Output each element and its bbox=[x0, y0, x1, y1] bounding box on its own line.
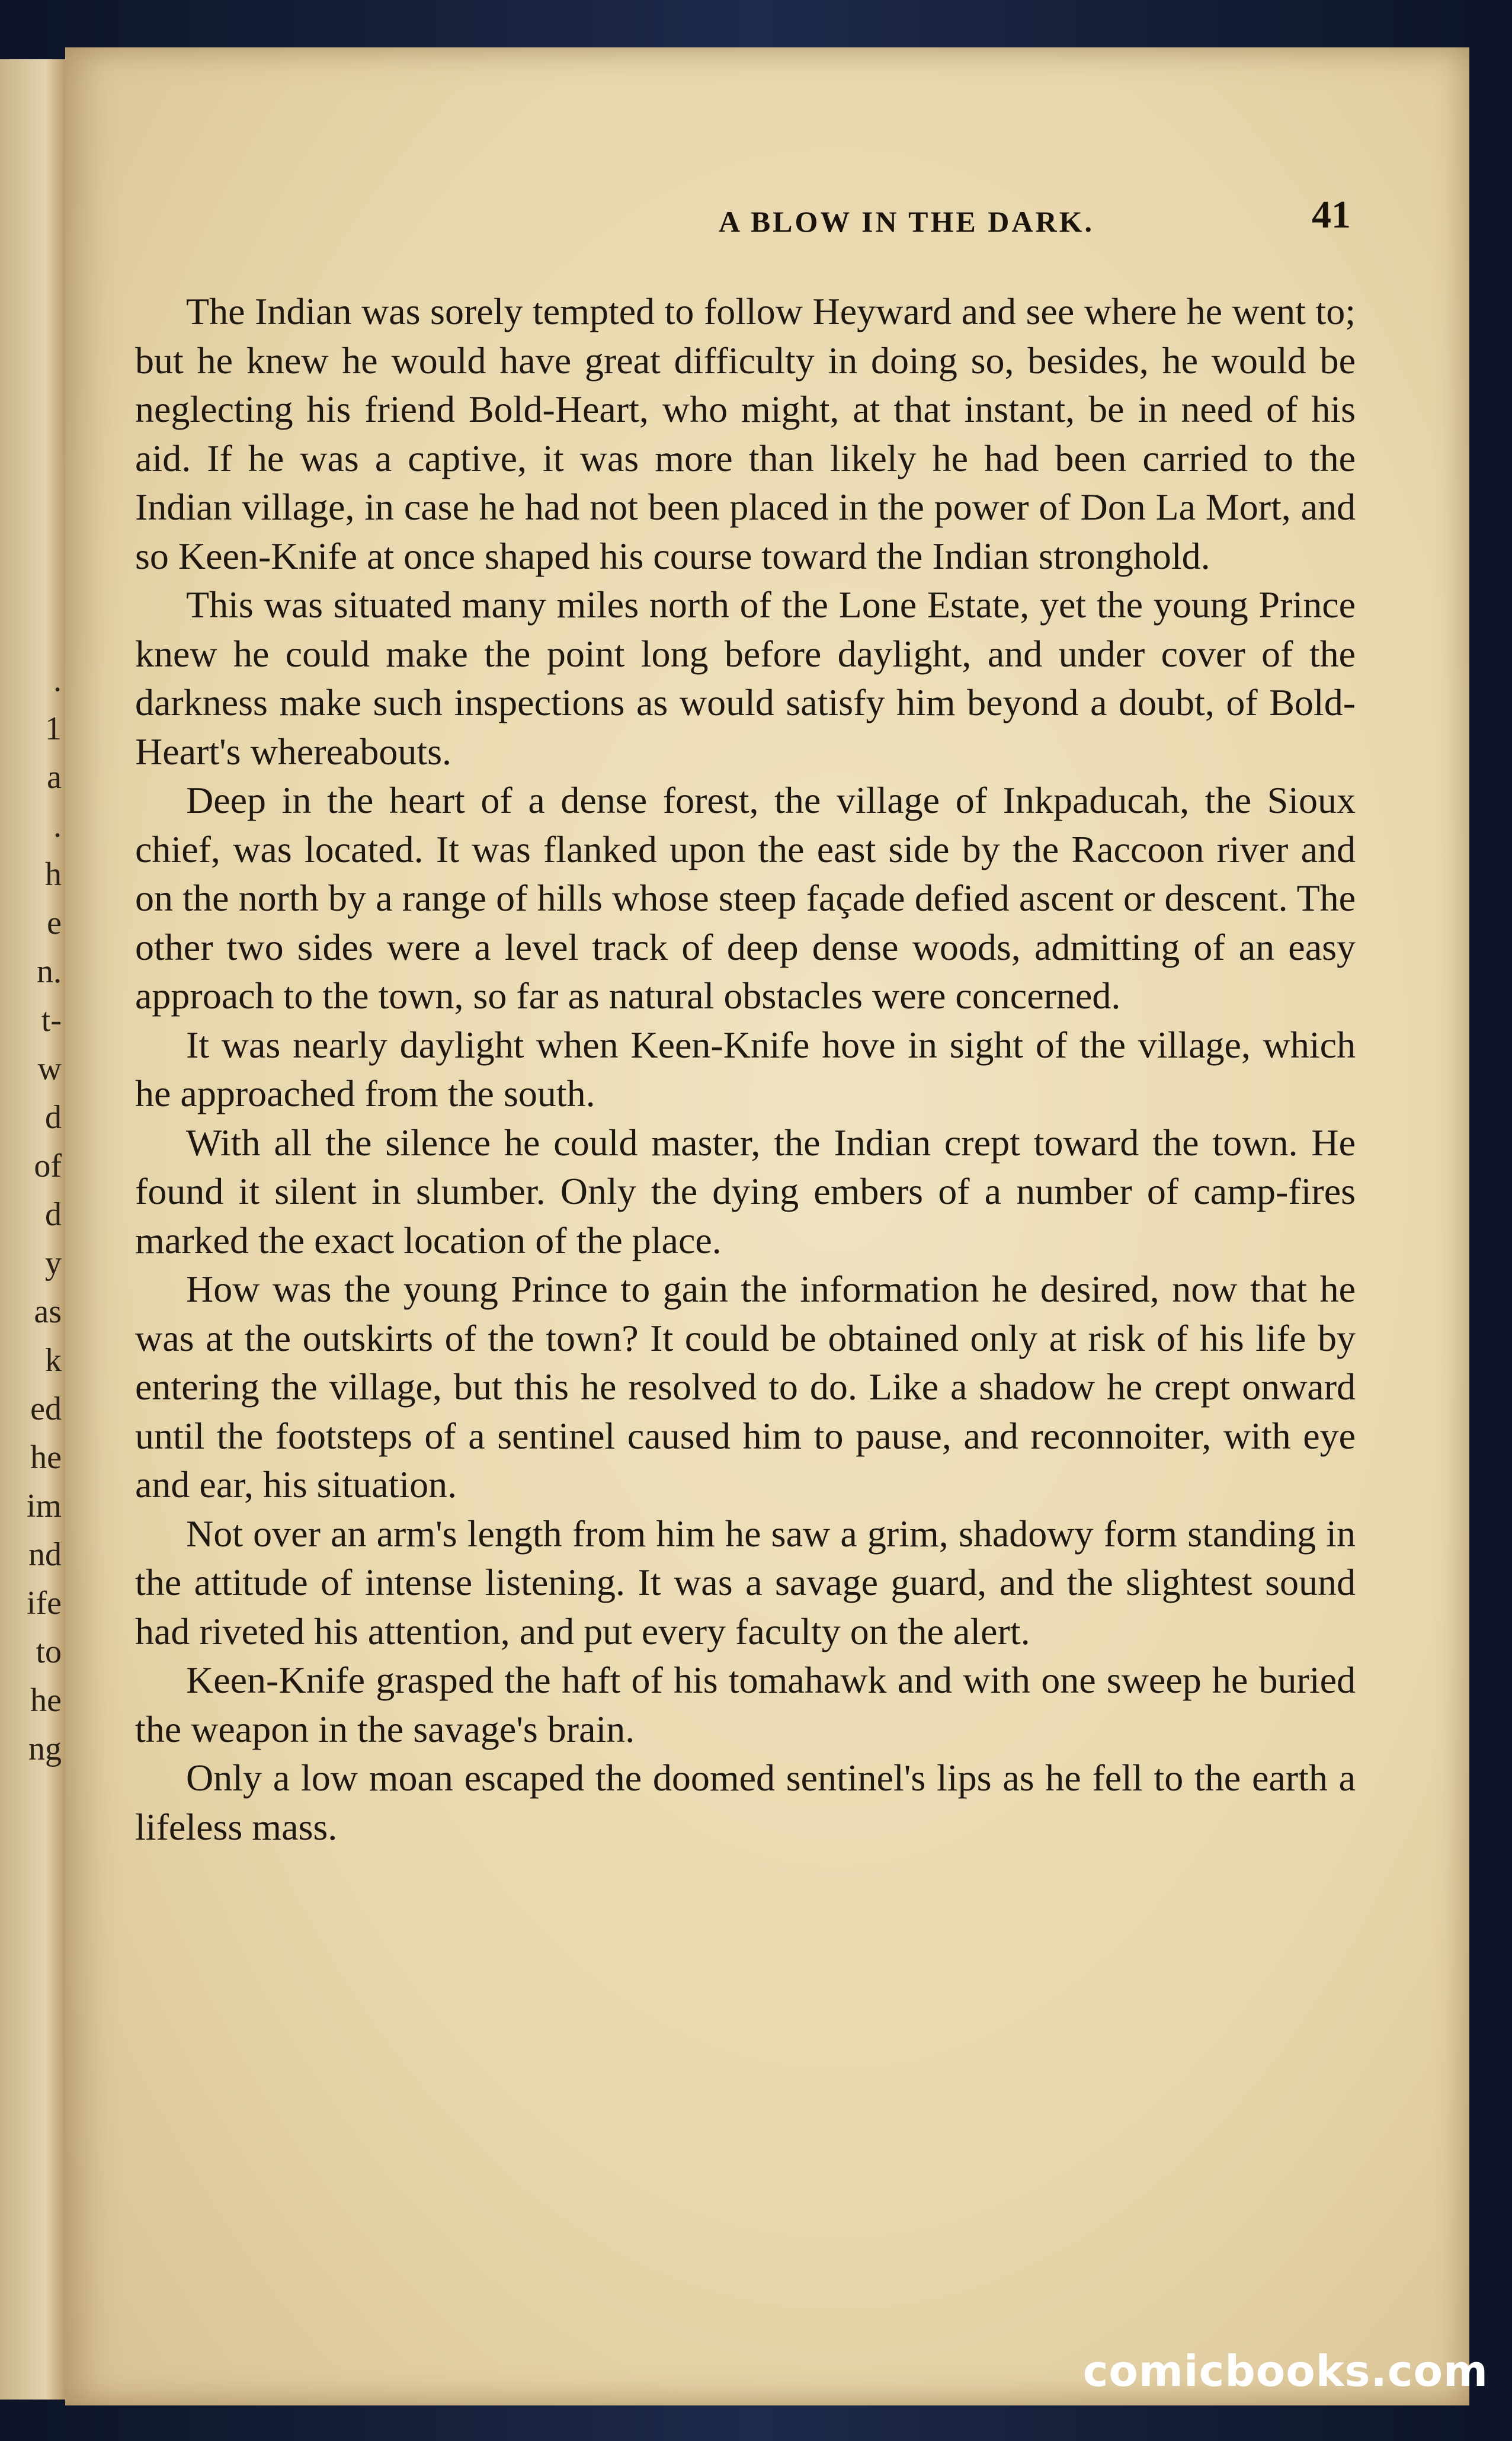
fragment-line: . bbox=[53, 662, 62, 699]
fragment-line: im bbox=[26, 1488, 62, 1524]
fragment-line: y bbox=[45, 1245, 62, 1282]
fragment-line: t- bbox=[41, 1002, 62, 1039]
paragraph: It was nearly daylight when Keen-Knife hove in sight of the village, which he approached from the south. bbox=[135, 1023, 1356, 1114]
facing-page-text-fragments bbox=[0, 664, 65, 1781]
fragment-line: 1 bbox=[45, 710, 62, 747]
fragment-line: to bbox=[36, 1633, 62, 1670]
fragment-line: a bbox=[47, 759, 62, 796]
paragraph: This was situated many miles north of the Lone Estate, yet the young Prince knew he could make the point long before daylight, and under cover of the darkness make such inspections as would satisfy him beyond a doubt, of Bold-Heart's whereabouts. bbox=[135, 584, 1356, 773]
fragment-line: d bbox=[45, 1099, 62, 1136]
fragment-line: n. bbox=[37, 953, 62, 990]
paragraph: How was the young Prince to gain the information he desired, now that he was at the outskirts of the town? It could be obtained only at risk of his life by entering the village, but this he resolved to do. Like a shadow he crept onward until the footsteps of a sentinel caused him to pause, and reconnoiter, with eye and ear, his situation. bbox=[135, 1268, 1356, 1505]
paragraph: The Indian was sorely tempted to follow Heyward and see where he went to; but he knew he would have great difficulty in doing so, besides, he would be neglecting his friend Bold-Heart, who might, at that instant, be in need of his aid. If he was a captive, it was more than likely he had been carried to the Indian village, in case he had not been placed in the power of Don La Mort, and so Keen-Knife at once shaped his course toward the Indian stronghold. bbox=[135, 290, 1356, 577]
fragment-line: of bbox=[34, 1148, 62, 1184]
paragraph: Not over an arm's length from him he saw a grim, shadowy form standing in the attitude of intense listening. It was a savage guard, and the slightest sound had riveted his attention, and put every faculty on the alert. bbox=[135, 1512, 1356, 1652]
fragment-line: . bbox=[53, 808, 62, 844]
fragment-line: ed bbox=[30, 1391, 62, 1427]
fragment-line: e bbox=[47, 905, 62, 941]
paragraph: Only a low moan escaped the doomed sentinel's lips as he fell to the earth a lifeless mass. bbox=[135, 1757, 1356, 1848]
fragment-line: ng bbox=[28, 1731, 62, 1767]
paragraph: Keen-Knife grasped the haft of his tomahawk and with one sweep he buried the weapon in the savage's brain. bbox=[135, 1659, 1356, 1750]
fragment-line: nd bbox=[28, 1536, 62, 1573]
book-page bbox=[65, 47, 1469, 2405]
fragment-line: he bbox=[30, 1439, 62, 1476]
page-body bbox=[135, 287, 1356, 1851]
fragment-line: k bbox=[45, 1342, 62, 1379]
fragment-line: as bbox=[34, 1293, 62, 1330]
fragment-line: ife bbox=[26, 1585, 62, 1622]
paragraph: With all the silence he could master, the Indian crept toward the town. He found it silent in slumber. Only the dying embers of a number of camp-fires marked the exact location of the place. bbox=[135, 1121, 1356, 1261]
running-head: A BLOW IN THE DARK. bbox=[718, 205, 1094, 238]
fragment-line: h bbox=[45, 856, 62, 893]
fragment-line: d bbox=[45, 1196, 62, 1233]
watermark-text: comicbooks.com bbox=[1082, 2346, 1488, 2396]
fragment-line: he bbox=[30, 1682, 62, 1719]
facing-page-edge bbox=[0, 59, 69, 2400]
paragraph: Deep in the heart of a dense forest, the village of Inkpaducah, the Sioux chief, was located. It was flanked upon the east side by the Raccoon river and on the north by a range of hills whose steep façade defied ascent or descent. The other two sides were a level track of deep dense woods, admitting of an easy approach to the town, so far as natural obstacles were concerned. bbox=[135, 779, 1356, 1017]
fragment-line: w bbox=[37, 1050, 62, 1087]
page-number: 41 bbox=[1312, 193, 1351, 236]
